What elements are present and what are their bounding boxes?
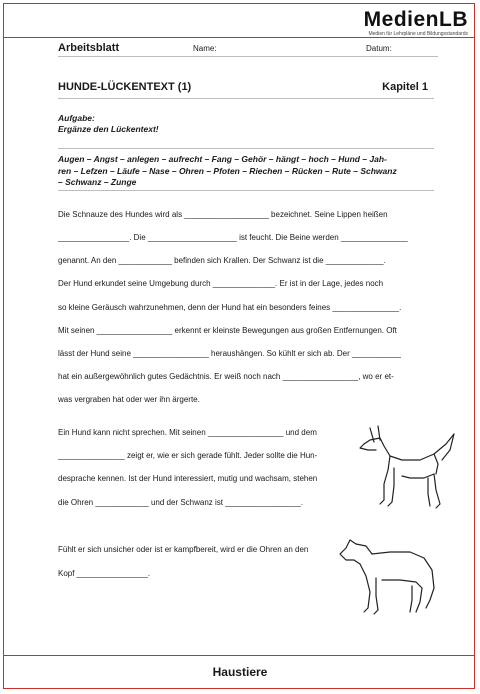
text-line: Ein Hund kann nicht sprechen. Mit seinen _________________ und dem (58, 428, 317, 437)
text-line: was vergraben hat oder wer ihn ärgerte. (58, 395, 200, 404)
word-bank-line: ren – Lefzen – Läufe – Nase – Ohren – Pfoten – Riechen – Rücken – Rute – Schwanz (58, 165, 397, 176)
text-line: lässt der Hund seine _________________ heraushängen. So kühlt er sich ab. Der ___________ (58, 349, 401, 358)
word-bank-line: Augen – Angst – anlegen – aufrecht – Fang – Gehör – hängt – hoch – Hund – Jah- (58, 154, 387, 164)
name-label: Name: (193, 44, 217, 53)
text-line: Die Schnauze des Hundes wird als ___________________ bezeichnet. Seine Lippen heißen (58, 210, 388, 219)
logo-tagline: Medien für Lehrpläne und Bildungsstandards (368, 31, 468, 37)
fearful-dog-icon (336, 536, 440, 618)
footer-title: Haustiere (212, 665, 268, 679)
text-line: desprache kennen. Ist der Hund interessiert, mutig und wachsam, stehen (58, 474, 318, 483)
text-line: hat ein außergewöhnlich gutes Gedächtnis. Er weiß noch nach _________________, wo er et- (58, 372, 394, 381)
chapter-label: Kapitel 1 (382, 81, 428, 93)
text-line: Kopf ________________. (58, 569, 151, 578)
text-line: genannt. An den ____________ befinden sich Krallen. Der Schwanz ist die _____________. (58, 256, 386, 265)
text-line: Fühlt er sich unsicher oder ist er kampfbereit, wird er die Ohren an den (58, 545, 309, 554)
publisher-logo (364, 10, 468, 37)
task-label: Aufgabe: (58, 113, 95, 123)
text-line: Mit seinen _________________ erkennt er kleinste Bewegungen aus großen Entfernungen. Oft (58, 326, 397, 335)
logo-text: MedienLB (363, 8, 468, 31)
page-title: HUNDE-LÜCKENTEXT (1) (58, 81, 192, 93)
sheet-label: Arbeitsblatt (58, 42, 120, 54)
text-line: so kleine Geräusch wahrzunehmen, denn der Hund hat ein besonders feines _______________. (58, 303, 402, 312)
word-bank (58, 154, 426, 189)
word-bank-top-rule (58, 148, 434, 149)
text-line: _______________ zeigt er, wie er sich gerade fühlt. Jeder sollte die Hun- (58, 451, 318, 460)
header-underline (58, 56, 438, 57)
text-line: Der Hund erkundet seine Umgebung durch ______________. Er ist in der Lage, jedes noch (58, 279, 384, 288)
title-underline (58, 98, 434, 99)
word-bank-line: – Schwanz – Zunge (58, 177, 137, 187)
task-instruction: Ergänze den Lückentext! (58, 124, 159, 134)
header-divider (3, 37, 475, 38)
word-bank-bottom-rule (58, 190, 434, 191)
footer-divider (3, 655, 475, 656)
alert-dog-icon (350, 420, 462, 512)
text-line: die Ohren ____________ und der Schwanz ist _________________. (58, 498, 304, 507)
date-label: Datum: (366, 44, 392, 53)
text-line: ________________. Die ____________________ ist feucht. Die Beine werden _______________ (58, 233, 408, 242)
task-block (58, 113, 159, 135)
